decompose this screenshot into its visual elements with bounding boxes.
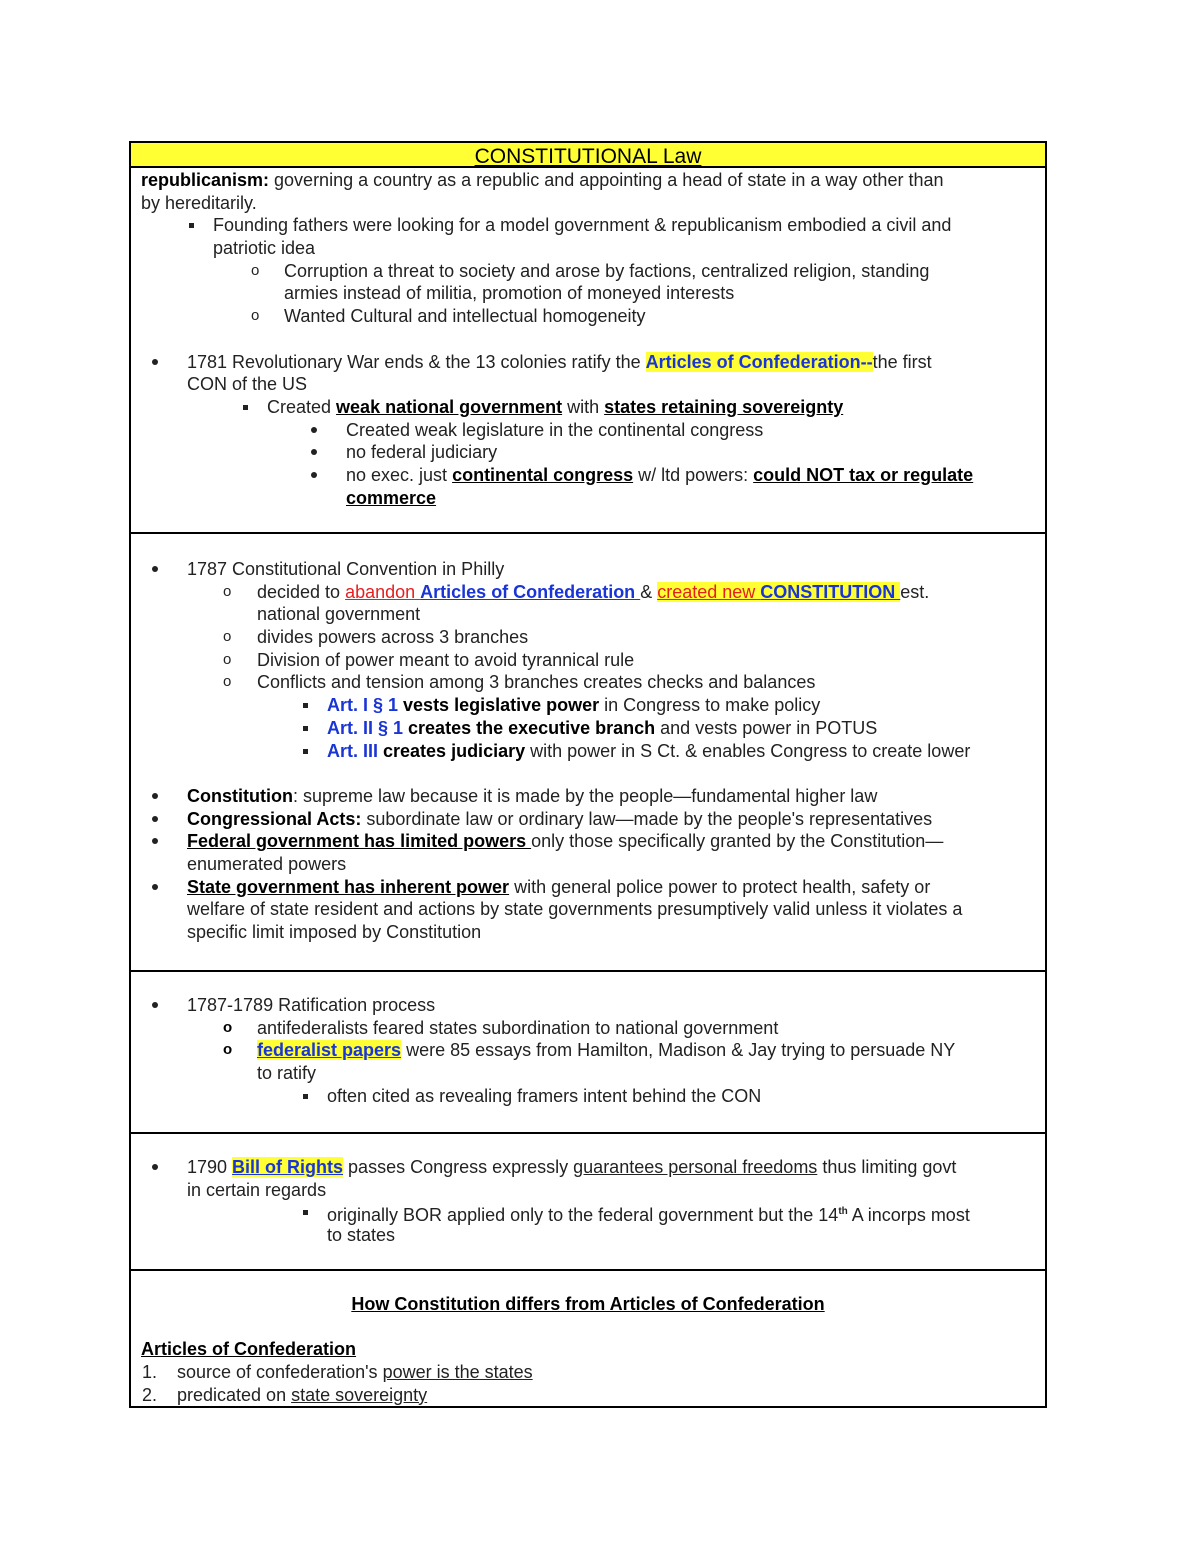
text-line: national government [257,604,421,625]
section-republicanism [129,168,1047,534]
list-item: Art. I § 1 vests legislative power in Congress to make policy [141,694,1035,717]
square-bullet-icon [243,405,248,410]
round-bullet-icon [152,566,158,572]
subheading: Articles of Confederation [141,1339,357,1360]
round-bullet-icon [311,449,317,455]
list-item: originally BOR applied only to the federal government but the 14th A incorps most [141,1201,1035,1224]
list-item: Founding fathers were looking for a model government & republicanism embodied a civil and [141,214,1035,237]
list-item: o Division of power meant to avoid tyrannical rule [223,649,635,670]
circle-bullet-icon: o [223,1018,233,1036]
text-line: armies instead of militia, promotion of moneyed interests [284,283,735,304]
round-bullet-icon [152,359,158,365]
list-item: o antifederalists feared states subordination to national government [223,1017,779,1038]
list-item: o Corruption a threat to society and arose by factions, centralized religion, standing [251,260,930,281]
list-item: 1790 Bill of Rights passes Congress expressly guarantees personal freedoms thus limiting govt [141,1156,1035,1179]
list-item: no exec. just continental congress w/ ltd powers: could NOT tax or regulate [141,464,1035,487]
text-line: enumerated powers [187,853,347,874]
list-item: o Wanted Cultural and intellectual homogeneity [251,306,646,327]
section-heading: How Constitution differs from Articles of Confederation [351,1294,825,1314]
page-title: CONSTITUTIONAL Law [129,141,1047,168]
square-bullet-icon [303,703,308,708]
list-item: 2. predicated on state sovereignty [142,1384,428,1405]
circle-bullet-icon: o [223,628,232,646]
list-item: Art. II § 1 creates the executive branch and vests power in POTUS [141,717,1035,740]
text-line: in certain regards [187,1179,327,1200]
text-line: to ratify [257,1063,317,1084]
section-constitutional-convention [129,534,1047,972]
circle-bullet-icon: o [223,582,232,600]
list-item: Constitution: supreme law because it is made by the people—fundamental higher law [141,785,1035,808]
section-comparison [129,1271,1047,1408]
square-bullet-icon [303,1094,308,1099]
circle-bullet-icon: o [223,650,232,668]
document-page [129,141,1047,1408]
square-bullet-icon [303,1210,308,1215]
text-line: CON of the US [187,374,308,395]
list-item: o divides powers across 3 branches [223,627,529,648]
text-line: specific limit imposed by Constitution [187,922,482,942]
list-item: o decided to abandon Articles of Confederation & created new CONSTITUTION est. [223,581,930,602]
round-bullet-icon [152,838,158,844]
list-item: often cited as revealing framers intent behind the CON [141,1085,1035,1108]
round-bullet-icon [152,816,158,822]
list-item: Art. III creates judiciary with power in S Ct. & enables Congress to create lower [141,740,1035,763]
list-item: Created weak national government with states retaining sovereignty [141,396,1035,419]
round-bullet-icon [152,1164,158,1170]
circle-bullet-icon: o [251,261,260,279]
circle-bullet-icon: o [251,307,260,325]
list-item: 1787-1789 Ratification process [141,994,1035,1017]
list-item: 1. source of confederation's power is the states [142,1362,533,1383]
list-item: 1787 Constitutional Convention in Philly [141,558,1035,581]
circle-bullet-icon: o [223,1041,233,1059]
list-item: State government has inherent power with general police power to protect health, safety or [141,876,1035,899]
section-ratification [129,972,1047,1134]
list-item: Federal government has limited powers only those specifically granted by the Constitution— [141,830,1035,853]
list-item: 1781 Revolutionary War ends & the 13 colonies ratify the Articles of Confederation--the first [141,351,1035,374]
text-line: patriotic idea [213,238,316,259]
square-bullet-icon [189,223,194,228]
section-bill-of-rights [129,1134,1047,1271]
text-line: welfare of state resident and actions by state governments presumptively valid unless it violates a [187,899,963,920]
list-item: no federal judiciary [141,441,1035,464]
round-bullet-icon [311,427,317,433]
circle-bullet-icon: o [223,673,232,691]
round-bullet-icon [152,793,158,799]
text-line: to states [327,1225,396,1246]
square-bullet-icon [303,749,308,754]
text-line: by hereditarily. [141,192,257,213]
list-item: Created weak legislature in the continental congress [141,419,1035,442]
list-item: o federalist papers were 85 essays from Hamilton, Madison & Jay trying to persuade NY [223,1040,956,1061]
round-bullet-icon [152,1002,158,1008]
round-bullet-icon [152,884,158,890]
list-item: Congressional Acts: subordinate law or ordinary law—made by the people's representatives [141,808,1035,831]
square-bullet-icon [303,726,308,731]
text-line: republicanism: governing a country as a republic and appointing a head of state in a way other than [141,170,944,190]
round-bullet-icon [311,472,317,478]
list-item: o Conflicts and tension among 3 branches creates checks and balances [223,672,816,693]
text-line: commerce [346,487,437,508]
